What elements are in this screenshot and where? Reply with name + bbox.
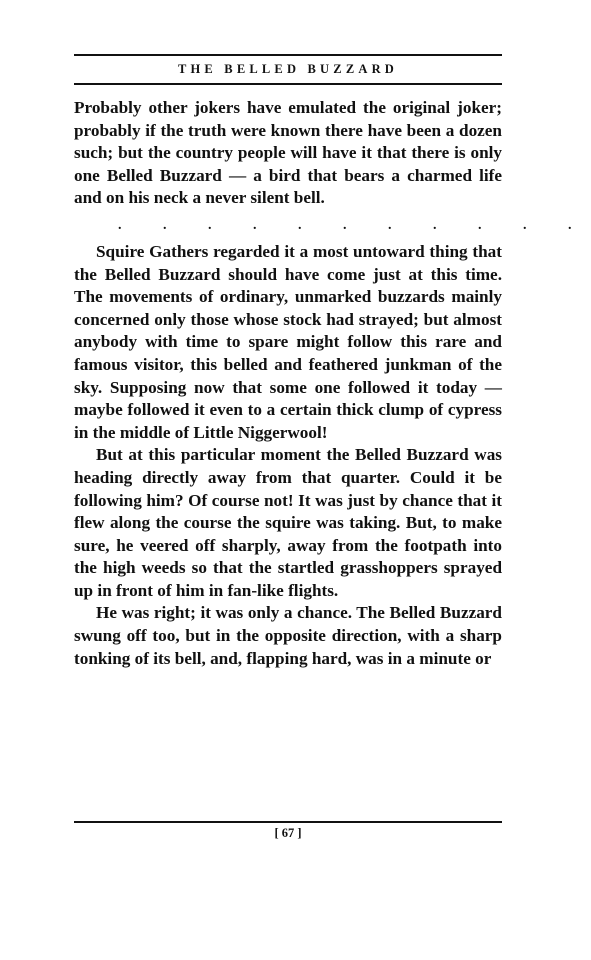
header-rule-top [74, 54, 502, 56]
footer-rule [74, 821, 502, 823]
page-number: [ 67 ] [274, 826, 302, 840]
header-rule-bottom [74, 83, 502, 85]
paragraph-1: Probably other jokers have emulated the original joker; probably if the truth were known there have been a dozen such; but the country people will have it that there is only one Belled Buzzard — a bird that bears a charmed life and on his neck a never silent bell. [74, 98, 502, 208]
paragraph-2: Squire Gathers regarded it a most untoward thing that the Belled Buzzard should have come just at this time. The movements of ordinary, unmarked buzzards mainly concerned only those whose stock had strayed; but almost anybody with time to spare might follow this rare and famous visitor, this belled and feathered junkman of the sky. Supposing now that some one followed it today — maybe followed it even to a certain thick clump of cypress in the middle of Little Niggerwool! [74, 241, 502, 442]
section-break: . . . . . . . . . . . [118, 217, 591, 233]
body-text [74, 97, 591, 670]
paragraph-4: He was right; it was only a chance. The Belled Buzzard swung off too, but in the opposite direction, with a sharp tonking of its bell, and, flapping hard, was in a minute or [74, 603, 502, 668]
paragraph-3: But at this particular moment the Belled Buzzard was heading directly away from that quarter. Could it be following him? Of course not! It was just by chance that it flew along the course the squire was taking. But, to make sure, he veered off sharply, away from the footpath into the high weeds so that the startled grasshoppers sprayed up in front of him in fan-like flights. [74, 445, 502, 600]
running-head: THE BELLED BUZZARD [177, 62, 399, 76]
